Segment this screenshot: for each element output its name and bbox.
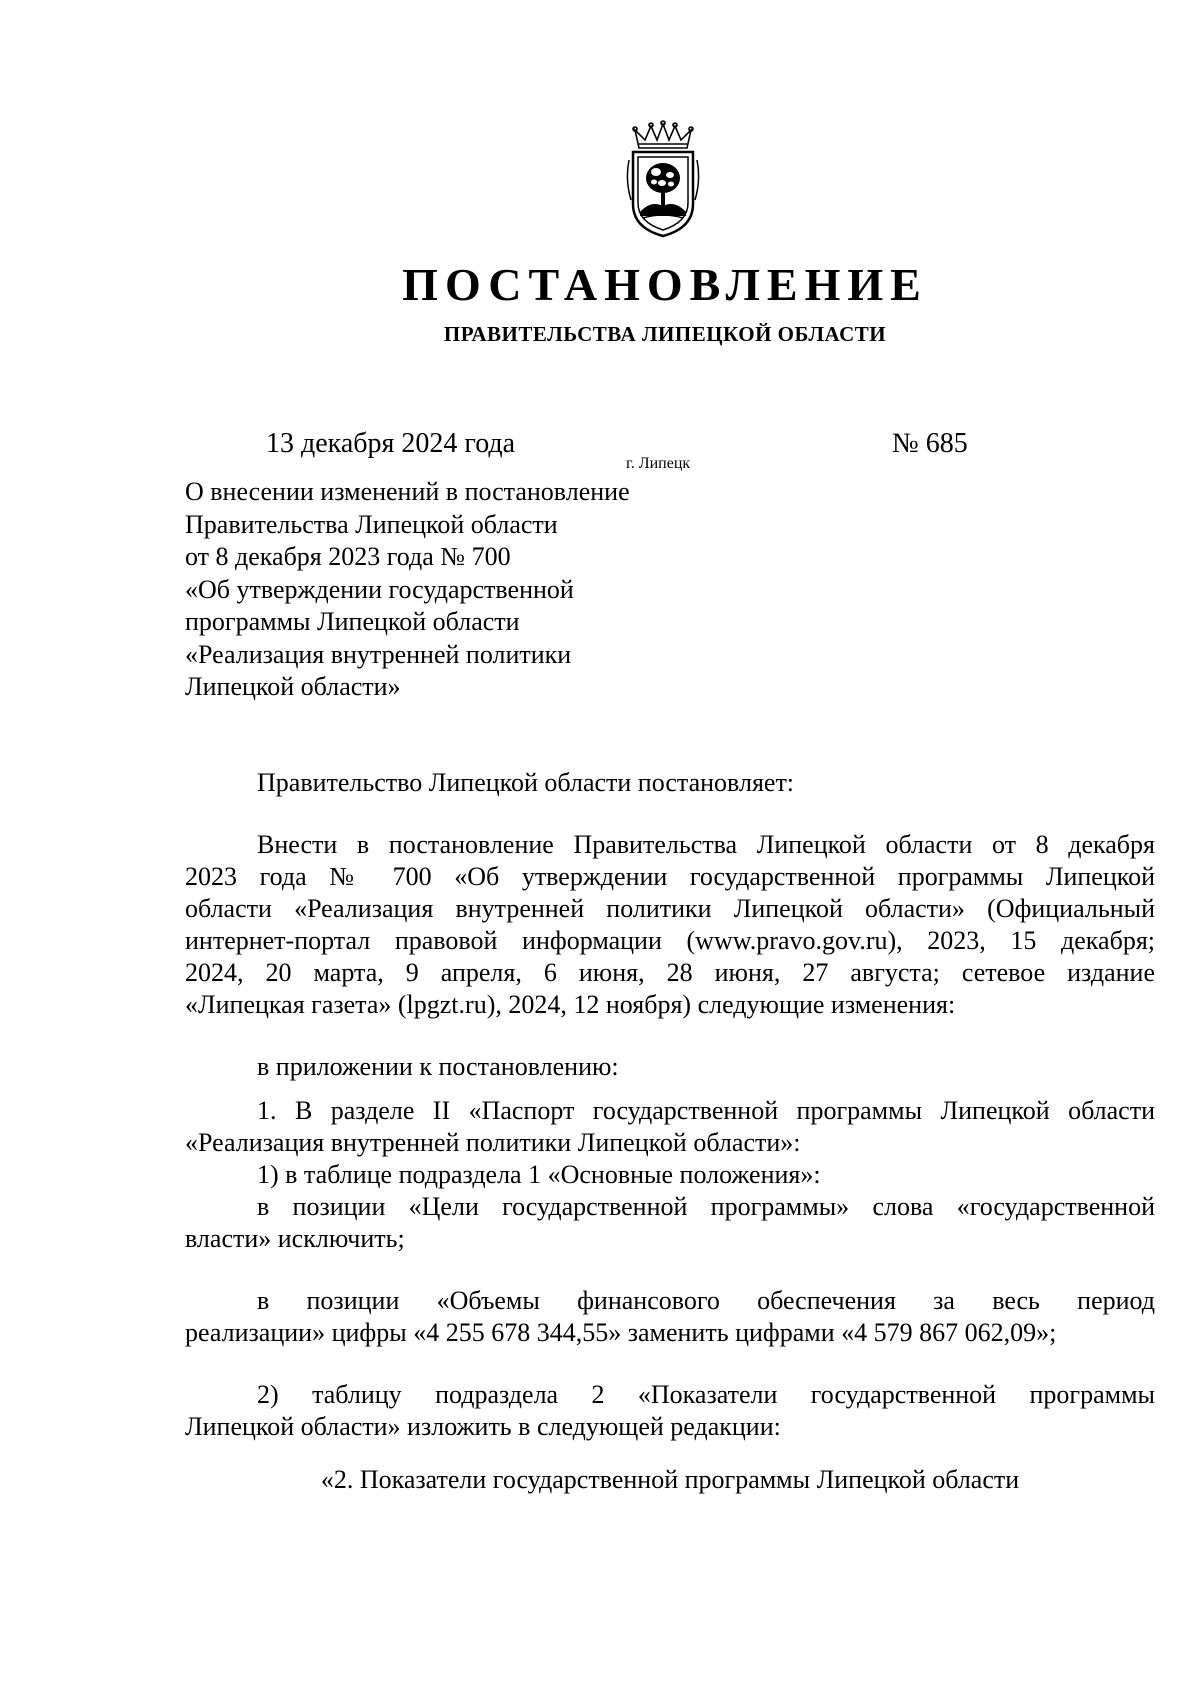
subject-line: «Об утверждении государственной: [185, 574, 574, 604]
paragraph-line: 2024, 20 марта, 9 апреля, 6 июня, 28 июня, 27 августа; сетевое издание: [185, 958, 1155, 987]
document-title: ПОСТАНОВЛЕНИЕ: [402, 259, 928, 310]
document-number: № 685: [892, 428, 968, 459]
paragraph-line: 2023 года № 700 «Об утверждении государственной программы Липецкой: [185, 862, 1155, 891]
paragraph-line: 1. В разделе II «Паспорт государственной программы Липецкой области: [257, 1096, 1155, 1125]
subject-line: программы Липецкой области: [185, 607, 520, 636]
decree-intro: Правительство Липецкой области постановляет:: [257, 768, 795, 797]
main-paragraph: [185, 829, 1155, 1021]
issuing-authority: ПРАВИТЕЛЬСТВА ЛИПЕЦКОЙ ОБЛАСТИ: [443, 322, 887, 346]
appendix-intro: в приложении к постановлению:: [257, 1052, 619, 1081]
paragraph-line: 2) таблицу подраздела 2 «Показатели государственной программы: [257, 1380, 1155, 1409]
lipetsk-coat-of-arms-icon: [625, 120, 701, 240]
paragraph-line: реализации» цифры «4 255 678 344,55» заменить цифрами «4 579 867 062,09»;: [185, 1318, 1057, 1347]
document-body: [185, 767, 1155, 1443]
item-1-goals: [185, 1191, 1155, 1255]
subject-line: от 8 декабря 2023 года № 700: [185, 542, 511, 571]
document-date: 13 декабря 2024 года: [266, 428, 516, 459]
subject-line: О внесении изменений в постановление: [185, 477, 630, 506]
document-city: г. Липецк: [626, 455, 691, 472]
item-1-funding: [185, 1285, 1155, 1349]
section-title: «2. Показатели государственной программы Липецкой области: [320, 1465, 1020, 1494]
item-2: [185, 1379, 1155, 1443]
document-subject: [185, 476, 630, 704]
item-1: [185, 1095, 1155, 1159]
paragraph-line: власти» исключить;: [185, 1224, 405, 1253]
paragraph-line: в позиции «Объемы финансового обеспечения за весь период: [257, 1286, 1155, 1315]
subject-line: «Реализация внутренней политики: [185, 639, 572, 669]
paragraph-line: интернет-портал правовой информации (www.pravo.gov.ru), 2023, 15 декабря;: [185, 926, 1155, 955]
paragraph-line: в позиции «Цели государственной программы» слова «государственной: [257, 1192, 1155, 1221]
paragraph-line: Внести в постановление Правительства Липецкой области от 8 декабря: [257, 830, 1155, 859]
paragraph-line: области «Реализация внутренней политики Липецкой области» (Официальный: [185, 894, 1155, 923]
paragraph-line: «Реализация внутренней политики Липецкой области»:: [185, 1128, 801, 1157]
subject-line: Правительства Липецкой области: [185, 509, 558, 539]
paragraph-line: «Липецкая газета» (lpgzt.ru), 2024, 12 ноября) следующие изменения:: [185, 990, 956, 1019]
item-1-subitem-1: 1) в таблице подраздела 1 «Основные положения»:: [257, 1160, 821, 1189]
paragraph-line: Липецкой области» изложить в следующей редакции:: [185, 1412, 781, 1441]
subject-line: Липецкой области»: [185, 672, 401, 701]
